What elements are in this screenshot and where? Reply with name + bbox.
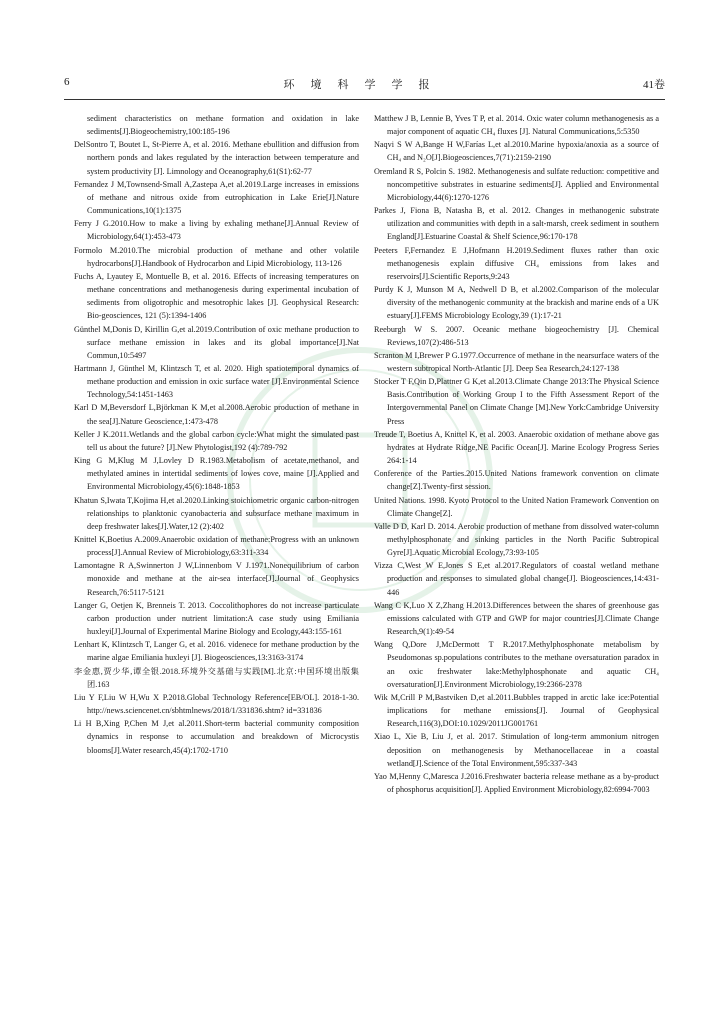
reference-entry: Liu Y F,Liu W H,Wu X P.2018.Global Technology Reference[EB/OL]. 2018-1-30. http://news.sciencenet.cn/sbhtmlnews/2018/1/331836.shtm? id=331836	[74, 692, 359, 716]
reference-entry: Ferry J G.2010.How to make a living by exhaling methane[J].Annual Review of Microbiology,64(1):453-473	[74, 219, 359, 242]
reference-entry: Valle D D, Karl D. 2014. Aerobic production of methane from dissolved water-column methylphosphonate and sinking particles in the North Pacific Subtropical Gyre[J].Aquatic Microbial Ecology,73:93-105	[374, 521, 659, 558]
reference-entry: Knittel K,Boetius A.2009.Anaerobic oxidation of methane:Progress with an unknown process[J].Annual Review of Microbiology,63:311-334	[74, 535, 359, 558]
reference-entry: Stocker T F,Qin D,Plattner G K,et al.2013.Climate Change 2013:The Physical Science Basis.Contribution of Working Group I to the Fifth Assessment Report of the Intergovernmental Panel on Climate Change [M].New York:Cambridge University Press	[374, 377, 659, 426]
volume-label: 41卷	[643, 79, 665, 91]
reference-entry: Li H B,Xing P,Chen M J,et al.2011.Short-term bacterial community composition dynamics in response to accumulation and breakdown of Microcystis blooms[J].Water research,45(4):1702-1710	[74, 719, 359, 755]
header-rule	[64, 99, 665, 100]
reference-entry: 李金惠,贾少华,谭全银.2018.环境外交基础与实践[M].北京:中国环境出版集团.163	[74, 666, 359, 689]
references-left-column	[74, 112, 359, 757]
references-right-column	[374, 112, 659, 796]
reference-entry: sediment characteristics on methane formation and oxidation in lake sediments[J].Biogeochemistry,100:185-196	[87, 114, 359, 137]
reference-entry: Wang C K,Luo X Z,Zhang H.2013.Differences between the shares of greenhouse gas emissions calculated with GTP and GWP for major countries[J].Climate Change Research,9(1):49-54	[374, 600, 659, 637]
reference-entry: Scranton M I,Brewer P G.1977.Occurrence of methane in the nearsurface waters of the western subtropical North-Atlantic [J]. Deep Sea Research,24:127-138	[374, 350, 660, 373]
reference-entry: Oremland R S, Polcin S. 1982. Methanogenesis and sulfate reduction: competitive and noncompetitive substrates in estuarine sediments[J]. Applied and Environmental Microbiology,44(6):1270-1276	[374, 166, 659, 202]
reference-entry: Naqvi S W A,Bange H W,Farías L,et al.2010.Marine hypoxia/anoxia as a source of CH₄ and N₂O[J].Biogeosciences,7(71):2159-2190	[374, 140, 659, 163]
reference-entry: Karl D M,Beversdorf L,Björkman K M,et al.2008.Aerobic production of methane in the sea[J].Nature Geoscience,1:473-478	[74, 403, 359, 426]
reference-entry: Günthel M,Donis D, Kirillin G,et al.2019.Contribution of oxic methane production to surface methane emission in lakes and its global importance[J].Nat Commun,10:5497	[74, 324, 359, 360]
reference-entry: Yao M,Henny C,Maresca J.2016.Freshwater bacteria release methane as a by-product of phosphorus acquisition[J]. Applied Environment Microbiology,82:6994-7003	[374, 771, 659, 794]
reference-entry: Peeters F,Fernandez E J,Hofmann H.2019.Sediment fluxes rather than oxic methanogenesis explain diffusive CH₄ emissions from lakes and reservoirs[J].Scientific Reports,9:243	[374, 245, 659, 281]
reference-entry: Langer G, Oetjen K, Brenneis T. 2013. Coccolithophores do not increase particulate carbon production under nutrient limitation:A case study using Emiliania huxleyi[J].Journal of Experimental Marine Biology and Ecology,443:155-161	[74, 600, 359, 637]
reference-entry: Fuchs A, Lyautey E, Montuelle B, et al. 2016. Effects of increasing temperatures on methane concentrations and methanogenesis during experimental incubation of sediments from oligotrophic and mesotrophic lakes [J]. Geophysical Research: Bio-geosciences, 121 (5):1394-1406	[74, 271, 359, 321]
journal-title: 环境科学学报	[283, 79, 446, 91]
running-header	[64, 76, 665, 94]
reference-entry: Lamontagne R A,Swinnerton J W,Linnenbom V J.1971.Nonequilibrium of carbon monoxide and methane at the air-sea interface[J].Journal of Geophysics Research,76:5117-5121	[74, 561, 359, 597]
reference-entry: Wik M,Crill P M,Bastviken D,et al.2011.Bubbles trapped in arctic lake ice:Potential implications for methane emissions[J]. Journal of Geophysical Research,116(3),DOI:10.1029/2011JG001761	[374, 692, 659, 729]
reference-entry: Wang Q,Dore J,McDermott T R.2017.Methylphosphonate metabolism by Pseudomonas sp.populations contributes to the methane oversaturation paradox in an oxic freshwater lake:Methylphosphonate and aquatic CH₄ oversaturation[J].Environment Microbiology,19:2366-2378	[374, 640, 659, 689]
page-number: 6	[64, 76, 70, 88]
reference-entry: Conference of the Parties.2015.United Nations framework convention on climate change[Z].Twenty-first session.	[374, 469, 659, 492]
reference-entry: DelSontro T, Boutet L, St-Pierre A, et al. 2016. Methane ebullition and diffusion from northern ponds and lakes regulated by the interaction between temperature and system productivity [J]. Limnology and Oceanography,61(S1):62-77	[74, 140, 359, 176]
reference-entry: Purdy K J, Munson M A, Nedwell D B, et al.2002.Comparison of the molecular diversity of the methanogenic community at the brackish and marine ends of a UK estuary[J].FEMS Microbiology Ecology,39 (1):17-21	[374, 285, 659, 321]
reference-entry: Formolo M.2010.The microbial production of methane and other volatile hydrocarbons[J].Handbook of Hydrocarbon and Lipid Microbiology, 113-126	[74, 245, 359, 268]
reference-entry: Keller J K.2011.Wetlands and the global carbon cycle:What might the simulated past tell us about the future? [J].New Phytologist,192 (4):789-792	[74, 429, 359, 452]
reference-entry: Khatun S,Iwata T,Kojima H,et al.2020.Linking stoichiometric organic carbon-nitrogen relationships to planktonic cyanobacteria and subsurface methane maximum in deep freshwater lakes[J].Water,12 (2):402	[74, 495, 359, 531]
reference-entry: King G M,Klug M J,Lovley D R.1983.Metabolism of acetate,methanol, and methylated amines in intertidal sediments of lowes cove, maine [J].Applied and Environmental Microbiology,45(6):1848-1853	[74, 456, 359, 492]
reference-entry: Reeburgh W S. 2007. Oceanic methane biogeochemistry [J]. Chemical Reviews,107(2):486-513	[374, 324, 659, 347]
reference-entry: Matthew J B, Lennie B, Yves T P, et al. 2014. Oxic water column methanogenesis as a major component of aquatic CH₄ fluxes [J]. Natural Communications,5:5350	[374, 114, 659, 137]
reference-entry: Vizza C,West W E,Jones S E,et al.2017.Regulators of coastal wetland methane production and responses to simulated global change[J]. Biogeosciences,14:431-446	[374, 561, 659, 597]
reference-entry: Treude T, Boetius A, Knittel K, et al. 2003. Anaerobic oxidation of methane above gas hydrates at Hydrate Ridge,NE Pacific Ocean[J]. Marine Ecology Progress Series 264:1-14	[374, 429, 659, 466]
reference-entry: Xiao L, Xie B, Liu J, et al. 2017. Stimulation of long-term ammonium nitrogen deposition on methanogenesis by Methanocellaceae in a coastal wetland[J].Science of the Total Environment,595:337-343	[374, 732, 659, 768]
reference-entry: Lenhart K, Klintzsch T, Langer G, et al. 2016. videnece for methane production by the marine algae Emiliania huxleyi [J]. Biogeosciences,13:3163-3174	[74, 640, 359, 663]
reference-entry: Hartmann J, Günthel M, Klintzsch T, et al. 2020. High spatiotemporal dynamics of methane production and emission in oxic surface water [J].Environmental Science Technology,54:1451-1463	[74, 363, 359, 400]
reference-entry: United Nations. 1998. Kyoto Protocol to the United Nation Framework Convention on Climate Change[Z].	[374, 495, 659, 518]
reference-entry: Parkes J, Fiona B, Natasha B, et al. 2012. Changes in methanogenic substrate utilization and communities with depth in a salt-marsh, creek sediment in southern England[J].Estuarine Coastal & Shelf Science,96:170-178	[374, 206, 659, 242]
reference-entry: Fernandez J M,Townsend-Small A,Zastepa A,et al.2019.Large increases in emissions of methane and nitrous oxide from eutrophication in Lake Erie[J].Nature Communications,10(1):1375	[74, 179, 359, 216]
